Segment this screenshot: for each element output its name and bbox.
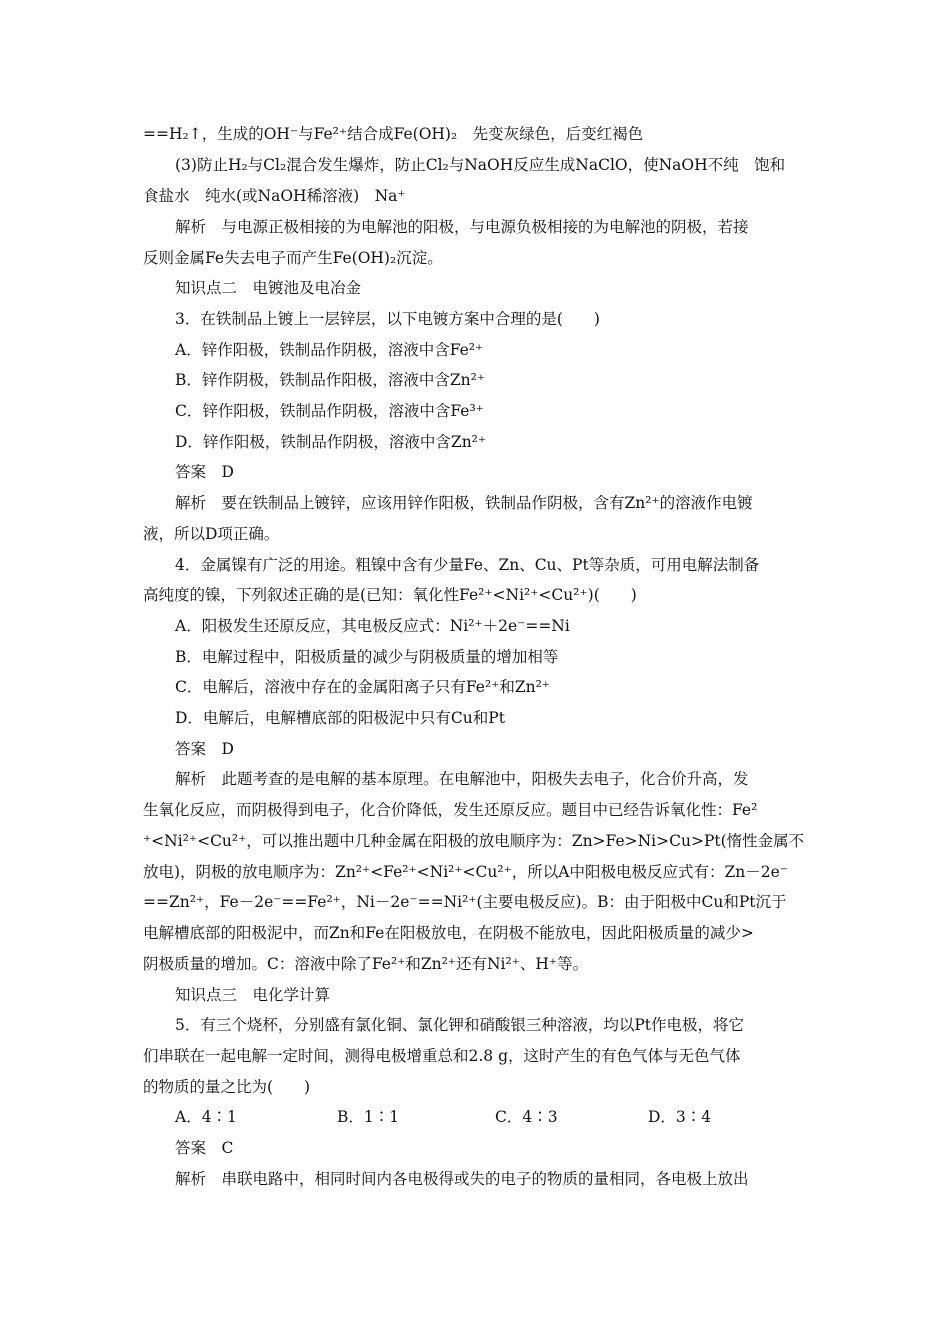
option-line: A．阳极发生还原反应，其电极反应式：Ni²⁺＋2e⁻==Ni	[175, 617, 570, 635]
text-line: 生氧化反应，而阴极得到电子，化合价降低，发生还原反应。题目中已经告诉氧化性：Fe²	[143, 801, 758, 819]
text-line: 解析 此题考查的是电解的基本原理。在电解池中，阳极失去电子，化合价升高，发	[175, 770, 749, 788]
text-line: 阴极质量的增加。C：溶液中除了Fe²⁺和Zn²⁺还有Ni²⁺、H⁺等。	[143, 955, 589, 973]
question-text: 的物质的量之比为( )	[143, 1078, 311, 1096]
option-line: D．锌作阳极，铁制品作阴极，溶液中含Zn²⁺	[175, 433, 487, 451]
question-text: 们串联在一起电解一定时间，测得电极增重总和2.8 g，这时产生的有色气体与无色气体	[143, 1047, 741, 1065]
question-text: 5．有三个烧杯，分别盛有氯化铜、氯化钾和硝酸银三种溶液，均以Pt作电极，将它	[175, 1016, 745, 1034]
question-text: 高纯度的镍，下列叙述正确的是(已知：氧化性Fe²⁺<Ni²⁺<Cu²⁺)( )	[143, 586, 637, 604]
option-line: C．锌作阳极，铁制品作阴极，溶液中含Fe³⁺	[175, 402, 484, 420]
answer-line: 答案 C	[175, 1139, 234, 1157]
option-line: C．电解后，溶液中存在的金属阳离子只有Fe²⁺和Zn²⁺	[175, 678, 550, 696]
text-line: 食盐水 纯水(或NaOH稀溶液) Na⁺	[143, 187, 406, 205]
option-c: C．4∶3	[495, 1108, 558, 1126]
text-line: 液，所以D项正确。	[143, 525, 280, 543]
text-line: 解析 串联电路中，相同时间内各电极得或失的电子的物质的量相同，各电极上放出	[175, 1170, 749, 1188]
option-d: D．3∶4	[648, 1108, 712, 1126]
text-line: 解析 要在铁制品上镀锌，应该用锌作阳极，铁制品作阴极，含有Zn²⁺的溶液作电镀	[175, 494, 753, 512]
text-line: (3)防止H₂与Cl₂混合发生爆炸，防止Cl₂与NaOH反应生成NaClO，使NaOH不纯 饱和	[175, 156, 786, 174]
text-line: 电解槽底部的阳极泥中，而Zn和Fe在阳极放电，在阴极不能放电，因此阳极质量的减少>	[143, 924, 754, 942]
answer-line: 答案 D	[175, 463, 234, 481]
section-heading: 知识点二 电镀池及电冶金	[175, 279, 362, 297]
option-line: A．锌作阳极，铁制品作阴极，溶液中含Fe²⁺	[175, 341, 484, 359]
text-line: ==H₂↑，生成的OH⁻与Fe²⁺结合成Fe(OH)₂ 先变灰绿色，后变红褐色	[143, 125, 644, 143]
section-heading: 知识点三 电化学计算	[175, 986, 331, 1004]
option-line: D．电解后，电解槽底部的阳极泥中只有Cu和Pt	[175, 709, 505, 727]
text-line: 反则金属Fe失去电子而产生Fe(OH)₂沉淀。	[143, 249, 443, 267]
option-line: B．电解过程中，阳极质量的减少与阴极质量的增加相等	[175, 648, 559, 666]
question-text: 3．在铁制品上镀上一层锌层，以下电镀方案中合理的是( )	[175, 310, 600, 328]
text-line: 解析 与电源正极相接的为电解池的阳极，与电源负极相接的为电解池的阴极，若接	[175, 218, 749, 236]
answer-line: 答案 D	[175, 740, 234, 758]
text-line: 放电)，阴极的放电顺序为：Zn²⁺<Fe²⁺<Ni²⁺<Cu²⁺，所以A中阳极电极反应式有：Zn－2e⁻	[143, 863, 788, 881]
question-text: 4．金属镍有广泛的用途。粗镍中含有少量Fe、Zn、Cu、Pt等杂质，可用电解法制备	[175, 556, 760, 574]
option-line: B．锌作阴极，铁制品作阳极，溶液中含Zn²⁺	[175, 371, 486, 389]
option-a: A．4∶1	[175, 1108, 237, 1126]
text-line: ==Zn²⁺，Fe－2e⁻==Fe²⁺，Ni－2e⁻==Ni²⁺(主要电极反应)。B：由于阳极中Cu和Pt沉于	[143, 893, 787, 911]
option-b: B．1∶1	[337, 1108, 400, 1126]
text-line: ⁺<Ni²⁺<Cu²⁺，可以推出题中几种金属在阳极的放电顺序为：Zn>Fe>Ni>Cu>Pt(惰性金属不	[143, 832, 805, 850]
